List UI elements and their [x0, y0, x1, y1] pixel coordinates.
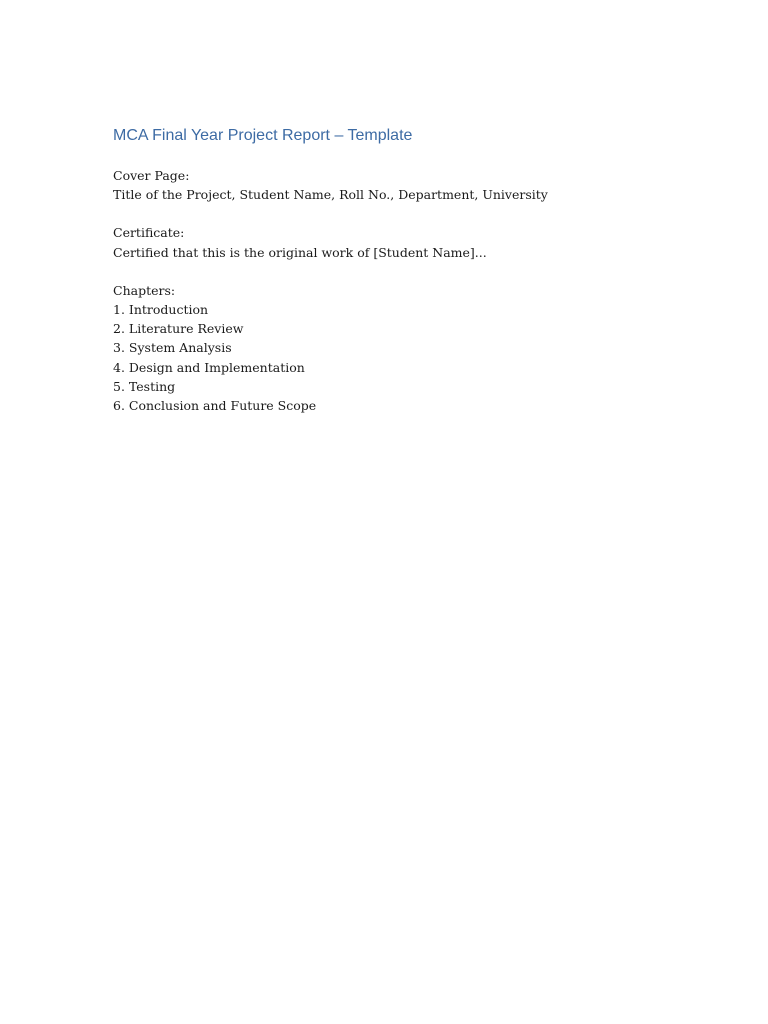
cover-page-heading: Cover Page: [113, 168, 190, 183]
chapter-item: 6. Conclusion and Future Scope [113, 398, 317, 414]
chapter-item: 3. System Analysis [113, 340, 232, 356]
chapter-item: 2. Literature Review [113, 321, 244, 337]
certificate-text: Certified that this is the original work of [Student Name]... [113, 244, 487, 260]
chapter-item: 1. Introduction [113, 302, 209, 318]
chapters-section [113, 281, 713, 415]
cover-page-text: Title of the Project, Student Name, Roll No., Department, University [113, 187, 548, 203]
chapters-heading: Chapters: [113, 282, 176, 298]
cover-page-section [113, 166, 713, 204]
certificate-section [113, 223, 713, 261]
document-title: MCA Final Year Project Report – Template [113, 127, 413, 144]
chapter-item: 5. Testing [113, 378, 176, 394]
certificate-heading: Certificate: [113, 225, 185, 241]
document-body [113, 124, 713, 434]
chapter-item: 4. Design and Implementation [113, 359, 305, 375]
